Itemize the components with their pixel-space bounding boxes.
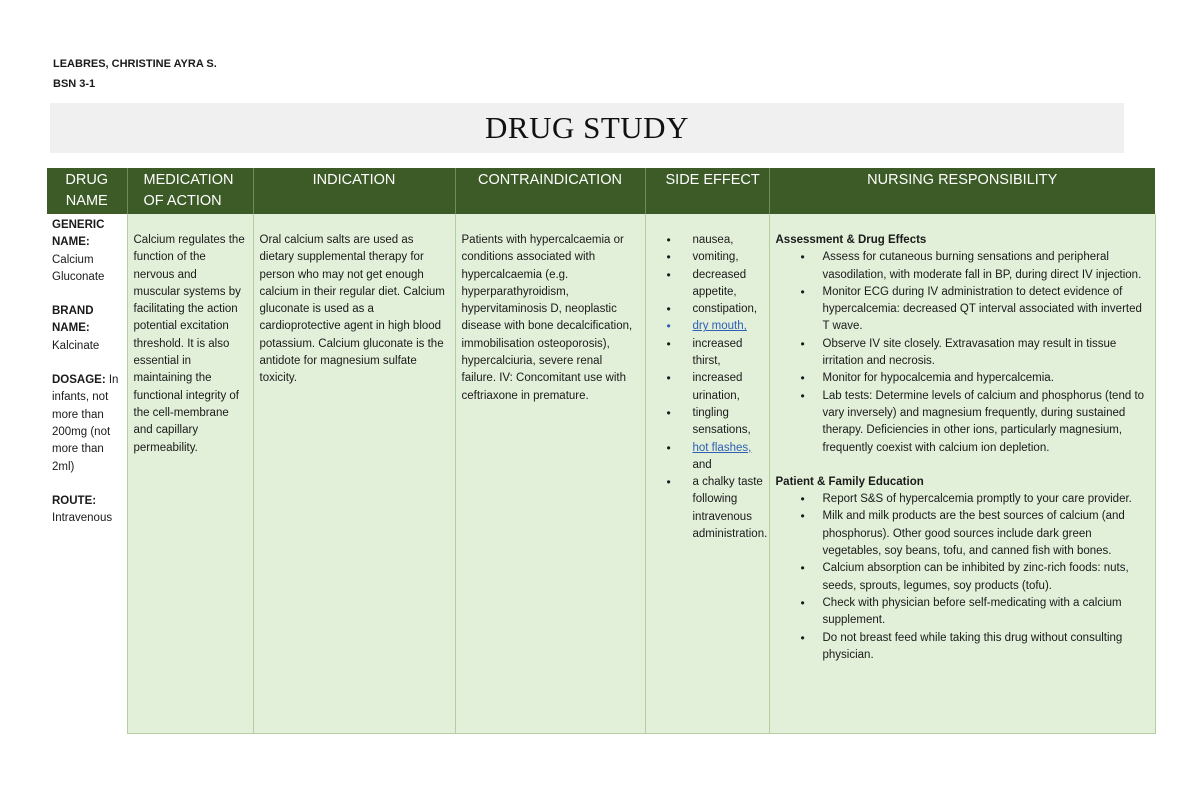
education-list <box>776 491 1147 664</box>
list-item: • increased thirst, <box>693 336 769 371</box>
list-item: • Assess for cutaneous burning sensations and peripheral vasodilation, with moderate fall in BP, during direct IV injection. <box>823 249 1147 284</box>
list-item: • nausea, <box>693 232 769 249</box>
brand-name-value: Kalcinate <box>52 339 100 352</box>
mechanism-cell <box>127 214 253 733</box>
list-item: • constipation, <box>693 301 769 318</box>
indication-cell <box>253 214 455 733</box>
dry-mouth-link[interactable]: • dry mouth, <box>693 318 769 335</box>
hot-flashes-item <box>693 440 769 475</box>
dosage-value: In infants, not more than 200mg (not more than 2ml) <box>52 374 119 473</box>
route-label: ROUTE: <box>52 494 97 507</box>
table-row <box>47 214 1155 733</box>
list-item: • increased urination, <box>693 370 769 405</box>
contraindication-cell <box>455 214 645 733</box>
list-item: • decreased appetite, <box>693 267 769 302</box>
generic-name-value: Calcium Gluconate <box>52 253 105 283</box>
assessment-list <box>776 249 1147 457</box>
author-section: BSN 3-1 <box>53 78 96 90</box>
drug-name-cell <box>47 214 127 733</box>
header-drug-name: DRUG NAME <box>47 168 127 214</box>
list-item: • Milk and milk products are the best sources of calcium (and phosphorus). Other good sources include dark green vegetables, soy beans, tofu, and canned fish with bones. <box>823 508 1147 560</box>
education-title: Patient & Family Education <box>775 475 924 488</box>
author-name: LEABRES, CHRISTINE AYRA S. <box>53 58 217 70</box>
dosage-label: DOSAGE: <box>52 374 106 387</box>
route-value: Intravenous <box>52 512 113 525</box>
list-item: • tingling sensations, <box>693 405 769 440</box>
header-side-effect: SIDE EFFECT <box>645 168 769 214</box>
contraindication-text: Patients with hypercalcaemia or conditions associated with hypercalcaemia (e.g. hyperparathyroidism, hypervitaminosis D, neoplastic disease with bone decalcification, immobilisation osteoporosis), hypercalciuria, severe renal failure. IV: Concomitant use with ceftriaxone in premature. <box>461 234 633 402</box>
title-band <box>50 103 1124 153</box>
mechanism-text: Calcium regulates the function of the nervous and muscular systems by facilitating the action potential excitation threshold. It is also essential in maintaining the functional integrity of the cell-membrane and capillary permeability. <box>133 234 245 454</box>
assessment-title: Assessment & Drug Effects <box>775 234 927 246</box>
author-info <box>53 54 217 94</box>
list-item: • Calcium absorption can be inhibited by zinc-rich foods: nuts, seeds, sprouts, legumes, soy products (tofu). <box>823 560 1147 595</box>
list-item: • a chalky taste following intravenous administration. <box>693 474 769 543</box>
header-contraindication: CONTRAINDICATION <box>455 168 645 214</box>
dosage <box>52 372 127 476</box>
brand-name-label: BRAND NAME: <box>52 305 94 335</box>
header-mechanism: MEDICATION OF ACTION <box>127 168 253 214</box>
page-title: DRUG STUDY <box>485 110 689 145</box>
side-effect-cell <box>645 214 769 733</box>
header-nursing-responsibility: NURSING RESPONSIBILITY <box>769 168 1155 214</box>
list-item: • Report S&S of hypercalcemia promptly to your care provider. <box>823 491 1147 508</box>
and-text: and <box>692 458 712 471</box>
table-header-row <box>47 168 1155 214</box>
list-item: • Observe IV site closely. Extravasation may result in tissue irritation and necrosis. <box>823 336 1147 371</box>
nursing-responsibility-cell <box>769 214 1155 733</box>
generic-name-label: GENERIC NAME: <box>52 219 105 249</box>
hot-flashes-link[interactable]: hot flashes, <box>692 441 752 454</box>
side-effect-list <box>646 214 769 543</box>
indication-text: Oral calcium salts are used as dietary supplemental therapy for person who may not get enough calcium in their regular diet. Calcium gluconate is used as a cardioprotective agent in high blood potassium. Calcium gluconate is the antidote for magnesium sulfate toxicity. <box>259 234 445 385</box>
list-item: • Do not breast feed while taking this drug without consulting physician. <box>823 630 1147 665</box>
drug-study-table <box>47 168 1156 734</box>
list-item: • Lab tests: Determine levels of calcium and phosphorus (tend to vary inversely) and magnesium frequently, during sustained therapy. Deficiencies in other ions, particularly magnesium, frequently coexist with calcium ion depletion. <box>823 388 1147 457</box>
list-item: • Monitor for hypocalcemia and hypercalcemia. <box>823 370 1147 387</box>
list-item: • Check with physician before self-medicating with a calcium supplement. <box>823 595 1147 630</box>
list-item: • Monitor ECG during IV administration to detect evidence of hypercalcemia: decreased QT interval associated with inverted T wave. <box>823 284 1147 336</box>
list-item: • vomiting, <box>693 249 769 266</box>
header-indication: INDICATION <box>253 168 455 214</box>
